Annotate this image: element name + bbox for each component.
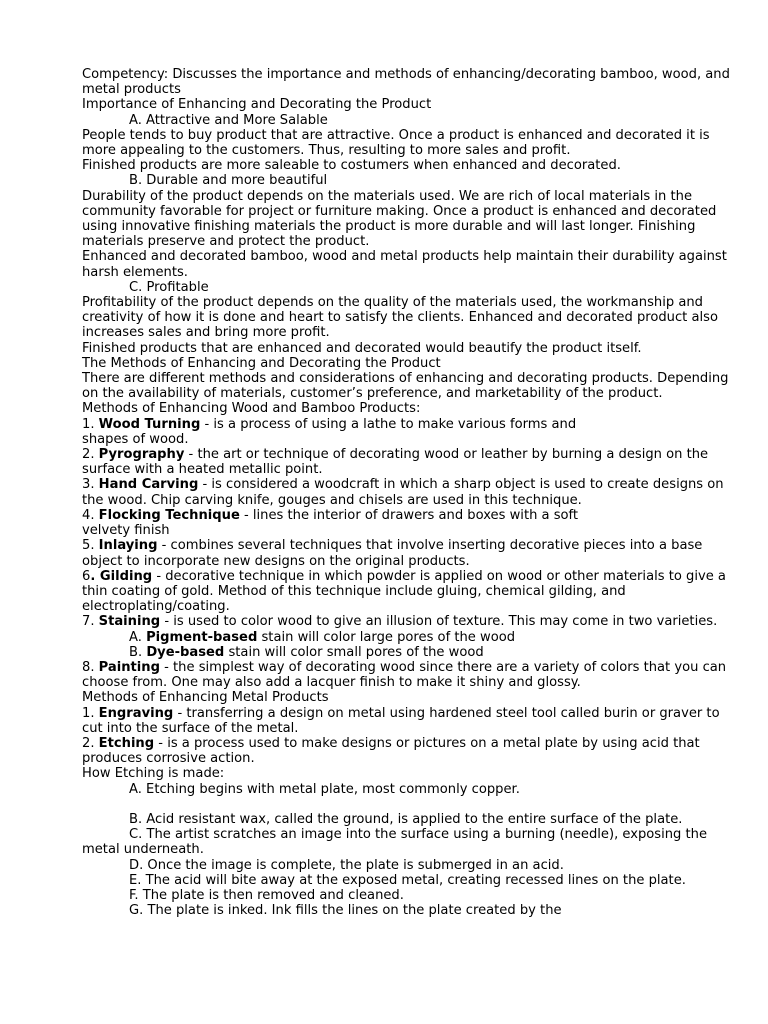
staining-sub-dye: B. Dye-based stain will color small pores of the wood (129, 644, 484, 660)
etching-step-d: D. Once the image is complete, the plate is submerged in an acid. (129, 857, 564, 873)
section-c-paragraph-2: Finished products that are enhanced and decorated would beautify the product itself. (82, 340, 642, 356)
etching-step-g: G. The plate is inked. Ink fills the lines on the plate created by the (129, 903, 562, 919)
etching-step-f: F. The plate is then removed and cleaned. (129, 887, 404, 903)
etching-step-a: A. Etching begins with metal plate, most commonly copper. (129, 781, 520, 797)
etching-step-c: C. The artist scratches an image into the surface using a burning (needle), exposing the metal underneath. (82, 827, 708, 858)
metal-item-engraving: 1. Engraving - transferring a design on metal using hardened steel tool called burin or graver to cut into the surface of the metal. (82, 705, 720, 736)
section-b-paragraph-1: Durability of the product depends on the materials used. We are rich of local materials in the community favorable for project or furniture making. Once a product is enhanced and decorated using innovative finishing materials the product is more durable and will last longer. Finishing materials preserve and protect the product. (82, 188, 717, 250)
metal-methods-heading: Methods of Enhancing Metal Products (82, 690, 329, 706)
wood-item-hand-carving: 3. Hand Carving - is considered a woodcraft in which a sharp object is used to create designs on the wood. Chip carving knife, gouges and chisels are used in this technique. (82, 477, 724, 508)
etching-steps-heading: How Etching is made: (82, 766, 225, 782)
wood-item-painting: 8. Painting - the simplest way of decorating wood since there are a variety of colors that you can choose from. One may also add a lacquer finish to make it shiny and glossy. (82, 659, 727, 691)
wood-item-inlaying: 5. Inlaying - combines several techniques that involve inserting decorative pieces into a base object to incorporate new designs on the original products. (82, 538, 703, 569)
blank-line (82, 797, 730, 812)
section-c-heading: C. Profitable (129, 279, 209, 295)
wood-item-flocking-cont: velvety finish (82, 523, 170, 539)
etching-step-e: E. The acid will bite away at the exposed metal, creating recessed lines on the plate. (129, 872, 686, 888)
metal-item-etching: 2. Etching - is a process used to make designs or pictures on a metal plate by using acid that produces corrosive action. (82, 735, 700, 767)
section-c-paragraph-1: Profitability of the product depends on the quality of the materials used, the workmanship and creativity of how it is done and heart to satisfy the clients. Enhanced and decorated product also increases sales and bring more profit. (82, 295, 718, 341)
competency-line: Competency: Discusses the importance and methods of enhancing/decorating bamboo, wood, and metal products (82, 67, 730, 98)
section-a-heading: A. Attractive and More Salable (129, 112, 328, 128)
importance-heading: Importance of Enhancing and Decorating the Product (82, 97, 432, 113)
section-b-paragraph-2: Enhanced and decorated bamboo, wood and metal products help maintain their durability against harsh elements. (82, 249, 727, 280)
section-a-paragraph-1: People tends to buy product that are attractive. Once a product is enhanced and decorated it is more appealing to the customers. Thus, resulting to more sales and profit. (82, 127, 710, 159)
methods-intro: There are different methods and considerations of enhancing and decorating products. Depending on the availability of materials, customer’s preference, and marketability of the product. (82, 371, 729, 402)
section-b-heading: B. Durable and more beautiful (129, 173, 328, 189)
etching-step-b: B. Acid resistant wax, called the ground, is applied to the entire surface of the plate. (129, 811, 683, 827)
wood-item-pyrography: 2. Pyrography - the art or technique of decorating wood or leather by burning a design on the surface with a heated metallic point. (82, 447, 709, 478)
staining-sub-pigment: A. Pigment-based stain will color large pores of the wood (129, 629, 516, 645)
document-page (82, 67, 730, 918)
section-a-paragraph-2: Finished products are more saleable to costumers when enhanced and decorated. (82, 158, 621, 174)
wood-item-gilding: 6. Gilding - decorative technique in which powder is applied on wood or other materials to give a thin coating of gold. Method of this technique include gluing, chemical gilding, and electroplating/coating. (82, 568, 726, 615)
wood-methods-heading: Methods of Enhancing Wood and Bamboo Products: (82, 401, 421, 417)
wood-item-staining: 7. Staining - is used to color wood to give an illusion of texture. This may come in two varieties. (82, 614, 718, 630)
wood-item-flocking: 4. Flocking Technique - lines the interior of drawers and boxes with a soft (82, 507, 579, 523)
wood-item-wood-turning-cont: shapes of wood. (82, 431, 189, 447)
wood-item-wood-turning: 1. Wood Turning - is a process of using a lathe to make various forms and (82, 416, 577, 432)
methods-heading: The Methods of Enhancing and Decorating the Product (82, 355, 441, 371)
